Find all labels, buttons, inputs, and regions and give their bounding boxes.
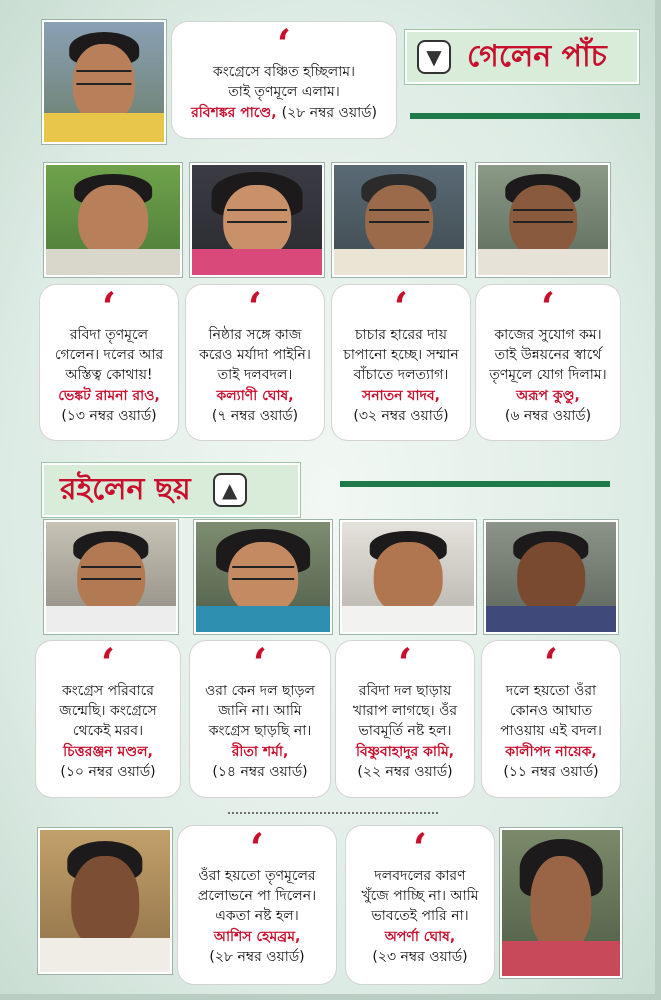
portrait-photo-stayed-4: [484, 520, 618, 634]
quote-text: রবিদা দল ছাড়ায় খারাপ লাগছে। ওঁর ভাবমূর্তি নষ্ট হল।: [352, 683, 458, 739]
councillor-name: রবিশঙ্কর পাণ্ডে,: [191, 105, 277, 121]
banner-left-five: [405, 30, 639, 84]
quote-card-left-3: [186, 285, 324, 440]
portrait-photo-stayed-2: [194, 520, 332, 634]
quote-text: দলে হয়তো ওঁরা কোনও আঘাত পাওয়ায় এই বদল।: [500, 683, 602, 739]
dotted-divider: [228, 812, 438, 814]
councillor-name: বিষ্ণুবাহাদুর কামি,: [355, 744, 455, 760]
quote-text: ওরা কেন দল ছাড়ল জানি না। আমি কংগ্রেস ছাড়ছি না।: [204, 683, 315, 739]
quote-mark-icon: ‘: [250, 825, 264, 872]
ward-number: (৬ নম্বর ওয়ার্ড): [504, 408, 592, 424]
quote-text: কংগ্রেস পরিবারে জন্মেছি। কংগ্রেসে থেকেই মরব।: [59, 683, 157, 739]
portrait-photo-stayed-6: [500, 828, 622, 978]
quote-text: কাজের সুযোগ কম। তাই উন্নয়নের স্বার্থে তৃণমূলে যোগ দিলাম।: [489, 327, 607, 383]
ward-number: (২২ নম্বর ওয়ার্ড): [357, 764, 453, 780]
quote-card-left-5: [476, 285, 620, 440]
quote-mark-icon: ‘: [101, 640, 115, 687]
ward-number: (২৮ নম্বর ওয়ার্ড): [209, 949, 305, 965]
councillor-name: আশিস হেমব্রম,: [213, 929, 301, 945]
councillor-name: রীতা শর্মা,: [231, 744, 289, 760]
quote-text: কংগ্রেসে বঞ্চিত হচ্ছিলাম। তাই তৃণমূলে এলাম।: [212, 64, 356, 100]
councillor-name: কল্যাণী ঘোষ,: [216, 388, 294, 404]
quote-card-stayed-6: [346, 826, 494, 984]
quote-mark-icon: ‘: [394, 284, 408, 331]
ward-number: (২৩ নম্বর ওয়ার্ড): [372, 949, 468, 965]
councillor-name: ভেঙ্কট রামনা রাও,: [58, 388, 160, 404]
portrait-photo-stayed-1: [44, 520, 178, 634]
councillor-name: চিত্তরঞ্জন মণ্ডল,: [63, 744, 153, 760]
quote-card-stayed-3: [336, 641, 474, 797]
quote-mark-icon: ‘: [398, 640, 412, 687]
banner-title-left: গেলেন পাঁচ: [467, 38, 607, 74]
councillor-name: অপর্ণা ঘোষ,: [384, 929, 456, 945]
quote-text: ওঁরা হয়তো তৃণমূলের প্রলোভনে পা দিলেন। একতা নষ্ট হল।: [197, 868, 317, 924]
portrait-photo-stayed-3: [340, 520, 476, 634]
quote-mark-icon: ‘: [253, 640, 267, 687]
quote-text: নিষ্ঠার সঙ্গে কাজ করেও মর্যাদা পাইনি। তাই দলবদল।: [199, 327, 311, 383]
thumbs-up-icon: ▲: [213, 473, 247, 507]
ward-number: (১০ নম্বর ওয়ার্ড): [60, 764, 156, 780]
section-rule: [340, 481, 610, 487]
quote-mark-icon: ‘: [248, 284, 262, 331]
councillor-name: অরূপ কুণ্ডু,: [516, 388, 580, 404]
quote-card-stayed-1: [36, 641, 180, 797]
quote-card-left-1: [172, 22, 396, 138]
ward-number: (৭ নম্বর ওয়ার্ড): [211, 408, 299, 424]
quote-text: চাচার হারের দায় চাপানো হচ্ছে। সম্মান বাঁচাতে দলত্যাগ।: [343, 327, 459, 383]
portrait-photo-left-1: [42, 20, 166, 144]
portrait-photo-stayed-5: [38, 828, 172, 974]
quote-text: রবিদা তৃণমূলে গেলেন। দলের আর অস্তিত্ব কোথায়!: [54, 327, 164, 383]
banner-title-stayed: রইলেন ছয়: [60, 471, 191, 507]
quote-mark-icon: ‘: [102, 284, 116, 331]
quote-mark-icon: ‘: [277, 21, 291, 68]
quote-card-stayed-4: [482, 641, 620, 797]
quote-mark-icon: ‘: [541, 284, 555, 331]
councillor-name: সনাতন যাদব,: [362, 388, 440, 404]
ward-number: (১১ নম্বর ওয়ার্ড): [503, 764, 599, 780]
councillor-name: কালীপদ নায়েক,: [505, 744, 597, 760]
ward-number: (২৮ নম্বর ওয়ার্ড): [281, 105, 377, 121]
ward-number: (৩২ নম্বর ওয়ার্ড): [353, 408, 449, 424]
quote-card-left-2: [40, 285, 178, 440]
quote-card-left-4: [332, 285, 470, 440]
banner-stayed-six: [42, 463, 300, 517]
portrait-photo-left-5: [476, 163, 610, 277]
ward-number: (১৩ নম্বর ওয়ার্ড): [61, 408, 157, 424]
portrait-photo-left-4: [332, 163, 466, 277]
ward-number: (১৪ নম্বর ওয়ার্ড): [212, 764, 308, 780]
thumbs-down-icon: ▼: [417, 40, 451, 74]
portrait-photo-left-2: [44, 163, 182, 277]
section-rule: [410, 113, 640, 119]
portrait-photo-left-3: [190, 163, 324, 277]
quote-mark-icon: ‘: [544, 640, 558, 687]
quote-card-stayed-5: [178, 826, 336, 984]
quote-text: দলবদলের কারণ খুঁজে পাচ্ছি না। আমি ভাবতেই পারি না।: [361, 868, 479, 924]
quote-card-stayed-2: [190, 641, 330, 797]
quote-mark-icon: ‘: [413, 825, 427, 872]
